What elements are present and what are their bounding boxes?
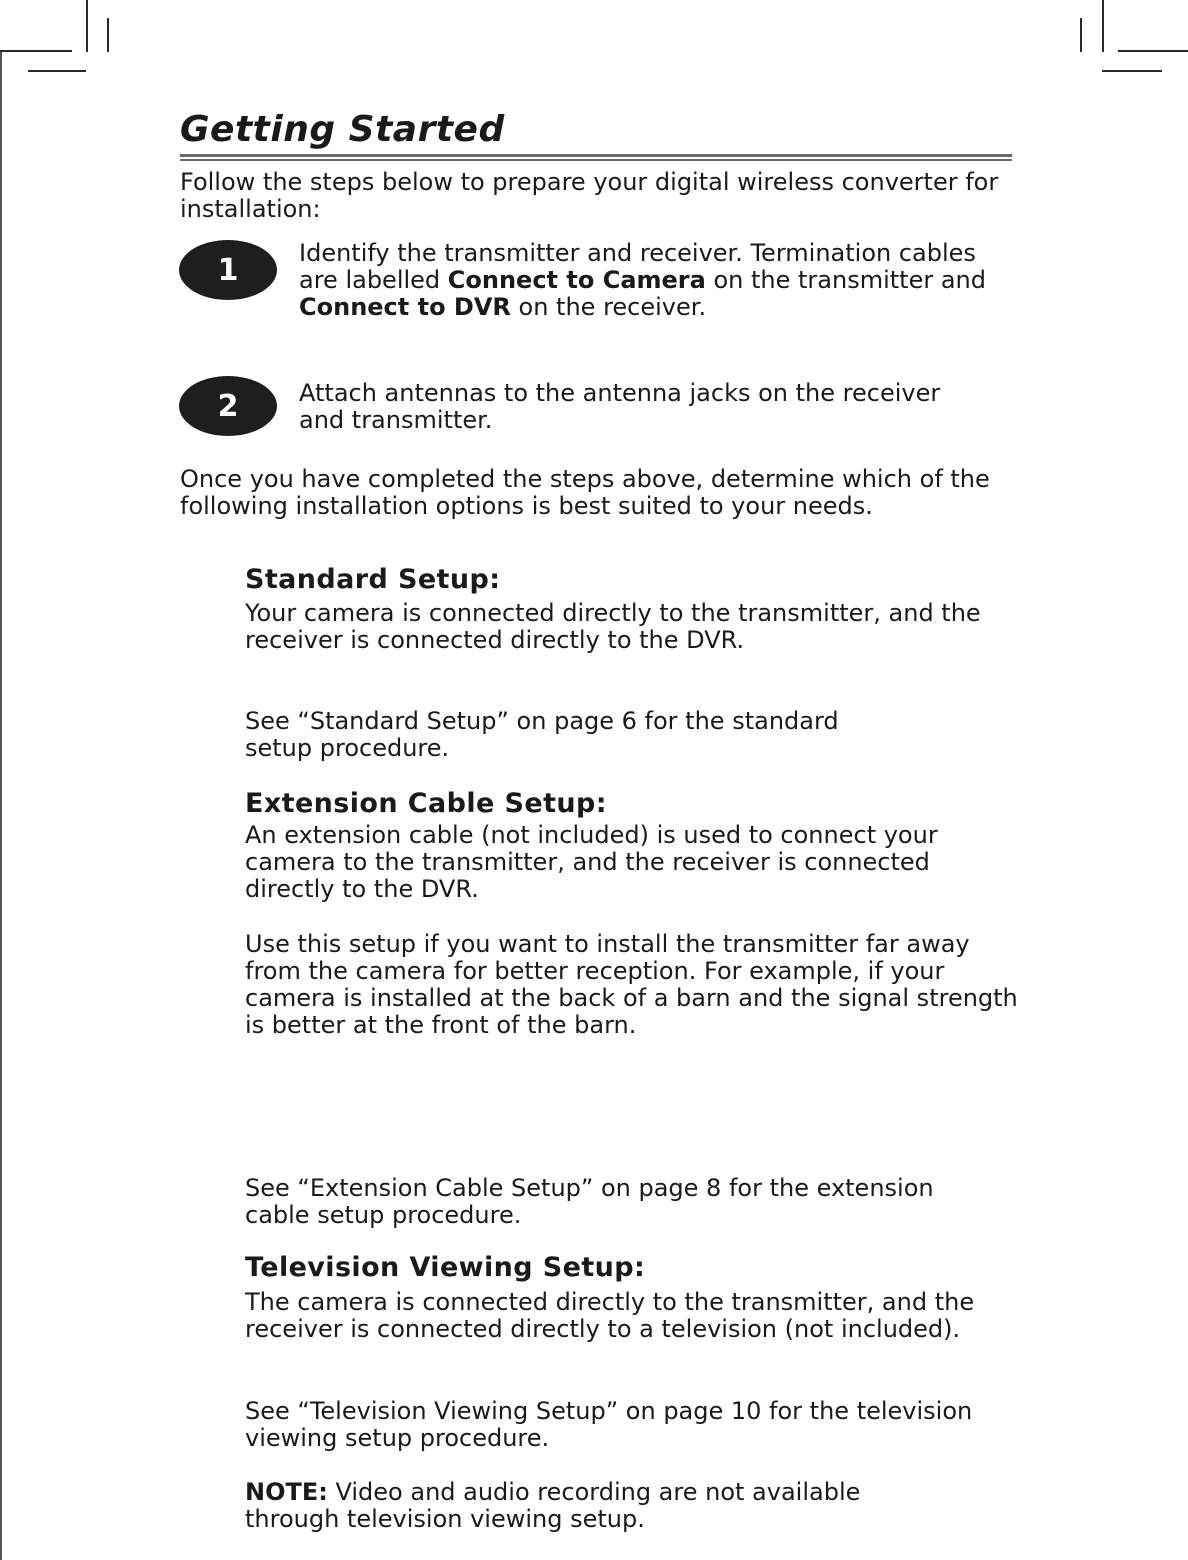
page-edge [0, 52, 2, 1560]
section-paragraph: Your camera is connected directly to the transmitter, and the receiver is connected directly to the DVR. [245, 599, 981, 654]
crop-mark [1118, 50, 1188, 52]
section-paragraph: The camera is connected directly to the transmitter, and the receiver is connected directly to a television (not included). [245, 1288, 975, 1343]
crop-mark [1102, 70, 1162, 72]
crop-mark [1080, 18, 1082, 52]
page-title: Getting Started [180, 109, 505, 150]
section-heading: Standard Setup: [245, 564, 501, 595]
connect-to-dvr-label: Connect to DVR [299, 293, 511, 321]
crop-mark [28, 70, 86, 72]
crop-mark [0, 50, 72, 52]
note-text: Video and audio recording are not available through television viewing setup. [245, 1478, 861, 1533]
crop-mark [1102, 0, 1104, 52]
section-paragraph: An extension cable (not included) is used to connect your camera to the transmitter, and the receiver is connected directly to the DVR. [245, 821, 938, 903]
step-text-part: Identify the transmitter and receiver. Termination cables are labelled [299, 239, 976, 294]
step-text: Attach antennas to the antenna jacks on the receiver and transmitter. [299, 379, 941, 434]
section-paragraph: See “Extension Cable Setup” on page 8 for the extension cable setup procedure. [245, 1174, 934, 1229]
title-rule [180, 159, 1012, 161]
section-paragraph: See “Standard Setup” on page 6 for the standard setup procedure. [245, 707, 839, 762]
options-intro: Once you have completed the steps above, determine which of the following installation options is best suited to your needs. [180, 465, 990, 520]
section-heading: Television Viewing Setup: [245, 1252, 646, 1283]
title-rule [180, 154, 1012, 157]
note [245, 1479, 945, 1533]
step-number-badge [179, 240, 277, 300]
step-text-part: on the receiver. [510, 293, 707, 321]
section-heading: Extension Cable Setup: [245, 788, 607, 819]
step-text-part: on the transmitter and [705, 266, 986, 294]
connect-to-camera-label: Connect to Camera [447, 266, 706, 294]
step-text [299, 240, 999, 321]
section-paragraph: Use this setup if you want to install the transmitter far away from the camera for better reception. For example, if your camera is installed at the back of a barn and the signal strength is better at the front of the barn. [245, 930, 1018, 1039]
step-number-badge [179, 376, 277, 436]
intro-text: Follow the steps below to prepare your digital wireless converter for installation: [180, 168, 999, 223]
note-label: NOTE: [245, 1478, 328, 1506]
section-paragraph: See “Television Viewing Setup” on page 10 for the television viewing setup procedure. [245, 1397, 973, 1452]
step-number: 1 [217, 252, 239, 288]
crop-mark [107, 18, 109, 52]
step-number: 2 [217, 388, 239, 424]
crop-mark [86, 0, 88, 52]
